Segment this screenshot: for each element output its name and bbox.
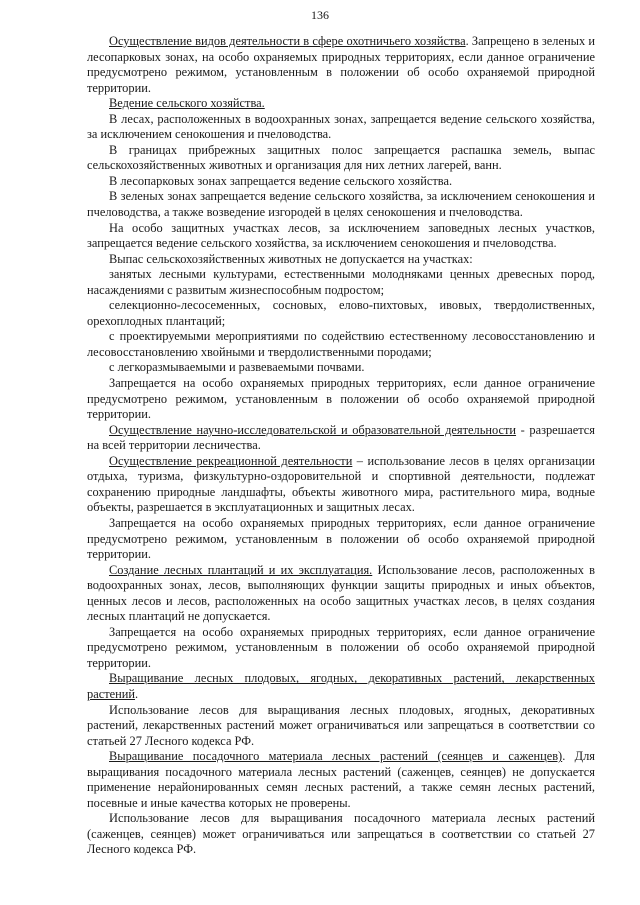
paragraph-text: . Для выращивания посадочного материала лесных растений (саженцев, сеянцев) не допускается применение нерайонированных семян лесных растений, а также семян лесных растений, посевные и иные качества которых не проверены. — [87, 749, 596, 810]
paragraph: В лесах, расположенных в водоохранных зонах, запрещается ведение сельского хозяйства, за исключением сенокошения и пчеловодства. — [87, 111, 595, 142]
paragraph-agriculture-heading — [87, 96, 595, 112]
section-heading: Ведение сельского хозяйства. — [109, 96, 265, 111]
paragraph: В лесопарковых зонах запрещается ведение сельского хозяйства. — [109, 173, 453, 188]
section-heading: Создание лесных плантаций и их эксплуатация. — [109, 562, 373, 577]
paragraph: Использование лесов для выращивания посадочного материала лесных растений (саженцев, сеянцев) может ограничиваться или запрещаться в соответствии со статьей 27 Лесного кодекса РФ. — [87, 811, 595, 857]
list-item: занятых лесными культурами, естественными молодняками ценных древесных пород, насаждениями с развитым жизнеспособным подростом; — [87, 267, 595, 297]
paragraph-fruit-plants — [87, 671, 595, 702]
paragraph-text: . Запрещено в зеленых и лесопарковых зонах, на особо охраняемых природных территориях, если данное ограничение предусмотрено режимом, установленным в положении об особо охраняемой природной территории. — [87, 34, 595, 95]
paragraph: Выпас сельскохозяйственных животных не допускается на участках: — [109, 251, 473, 266]
paragraph: В зеленых зонах запрещается ведение сельского хозяйства, за исключением сенокошения и пчеловодства, а также возведение изгородей в целях сенокошения и пчеловодства. — [87, 189, 595, 220]
section-heading: Выращивание посадочного материала лесных растений (сеянцев и саженцев) — [109, 749, 563, 764]
list-item: с проектируемыми мероприятиями по содействию естественному лесовосстановлению и лесовосстановлению хвойными и твердолиственными породами; — [87, 329, 595, 359]
paragraph: Запрещается на особо охраняемых природных территориях, если данное ограничение предусмотрено режимом, установленным в положении об особо охраняемой природной территории. — [87, 376, 595, 422]
paragraph-text: Использование лесов, расположенных в водоохранных зонах, лесов, выполняющих функции защиты природных и иных объектов, ценных лесов и лесов, расположенных на особо защитных участках лесов, в целях создания лесных плантаций не допускается. — [87, 562, 595, 624]
paragraph-seedlings — [87, 749, 595, 811]
paragraph-research — [87, 423, 595, 454]
list-item: с легкоразмываемыми и развеваемыми почвами. — [109, 360, 365, 375]
paragraph-hunting — [87, 34, 595, 96]
section-heading: Осуществление научно-исследовательской и образовательной деятельности — [109, 422, 517, 437]
section-heading: Выращивание лесных плодовых, ягодных, декоративных растений, лекарственных растений — [87, 671, 595, 701]
paragraph-text: - разрешается на всей территории лесничества. — [87, 422, 595, 453]
paragraph-plantations — [87, 563, 595, 625]
paragraph-recreation — [87, 454, 595, 516]
paragraph: На особо защитных участках лесов, за исключением заповедных лесных участков, запрещается ведение сельского хозяйства, за исключением сенокошения и пчеловодства. — [87, 220, 595, 251]
paragraph-text: . — [135, 686, 139, 701]
paragraph: В границах прибрежных защитных полос запрещается распашка земель, выпас сельскохозяйственных животных и организация для них летних лагерей, ванн. — [87, 142, 595, 173]
paragraph: Использование лесов для выращивания лесных плодовых, ягодных, декоративных растений, лекарственных растений может ограничиваться или запрещаться в соответствии со статьей 27 Лесного кодекса РФ. — [87, 702, 595, 748]
paragraph-text: – использование лесов в целях организации отдыха, туризма, физкультурно-оздоровительной и спортивной деятельности, подлежат сохранению природные ландшафты, объекты животного мира, растительного мира, водные объекты, разрешается в эксплуатационных и защитных лесах. — [87, 453, 596, 515]
section-heading: Осуществление видов деятельности в сфере охотничьего хозяйства — [109, 34, 466, 48]
paragraph: Запрещается на особо охраняемых природных территориях, если данное ограничение предусмотрено режимом, установленным в положении об особо охраняемой природной территории. — [87, 624, 595, 670]
document-body — [87, 34, 595, 858]
paragraph: Запрещается на особо охраняемых природных территориях, если данное ограничение предусмотрено режимом, установленным в положении об особо охраняемой природной территории. — [87, 515, 595, 562]
section-heading: Осуществление рекреационной деятельности — [109, 453, 353, 468]
page-number: 136 — [311, 8, 329, 22]
list-item: селекционно-лесосеменных, сосновых, елово-пихтовых, ивовых, твердолиственных, орехоплодных плантаций; — [87, 298, 595, 328]
